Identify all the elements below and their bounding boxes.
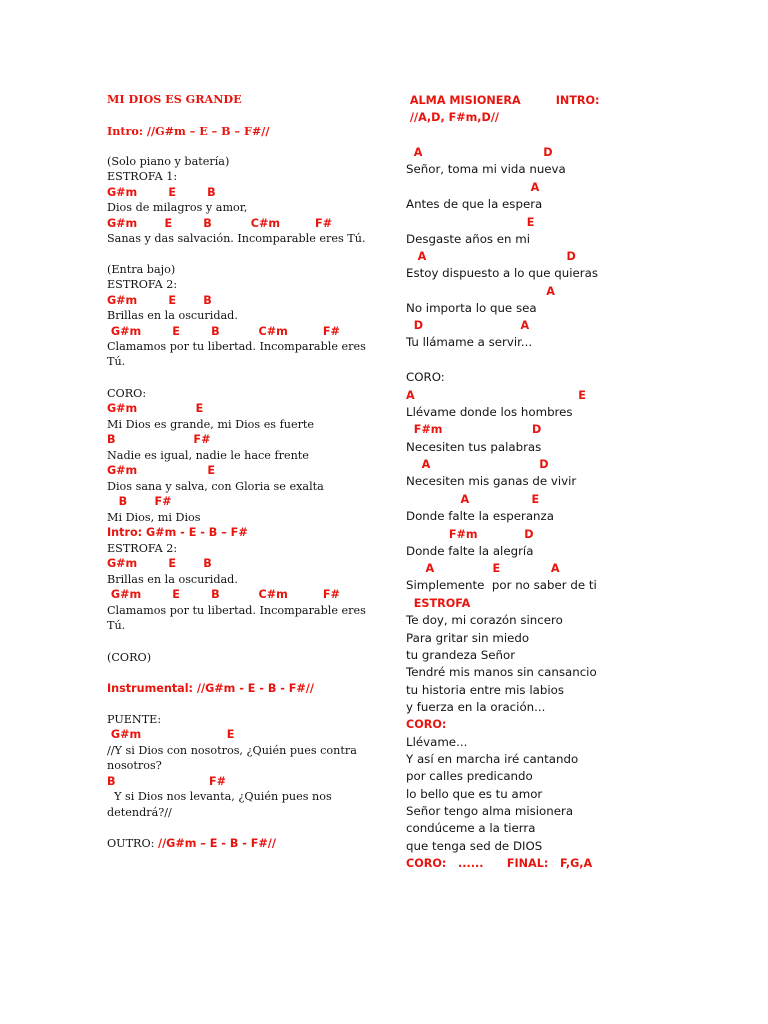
instrumental-chords: Instrumental: //G#m - E - B - F#// <box>107 682 314 695</box>
lyric-line: Donde falte la alegría <box>406 544 534 558</box>
lyric-line: Señor tengo alma misionera <box>406 804 574 818</box>
lyric-line: Clamamos por tu libertad. Incomparable eres <box>107 340 366 353</box>
song-title: ALMA MISIONERA INTRO: <box>406 94 600 107</box>
lyric-line: Y así en marcha iré cantando <box>406 752 579 766</box>
outro-line <box>107 836 276 851</box>
lyric-line: Mi Dios, mi Dios <box>107 511 201 524</box>
section-label: CORO: <box>107 387 147 400</box>
lyric-line: por calles predicando <box>406 769 533 783</box>
lyric-line: Brillas en la oscuridad. <box>107 309 238 322</box>
section-label: CORO: <box>406 370 445 384</box>
section-label: ESTROFA 1: <box>107 170 178 183</box>
chord-line: F#m D <box>406 528 534 541</box>
chord-line: B F# <box>107 775 227 788</box>
lyric-line: Donde falte la esperanza <box>406 509 554 523</box>
intro-chords: Intro: //G#m – E – B – F#// <box>107 124 270 138</box>
outro-chords: //G#m – E - B - F#// <box>157 837 276 850</box>
lyric-line: Tu llámame a servir... <box>406 335 533 349</box>
chord-line: B F# <box>107 495 172 508</box>
chord-line: G#m E B C#m F# <box>107 325 340 338</box>
chord-line: A E <box>406 493 540 506</box>
chord-line: G#m E B <box>107 557 212 570</box>
lyric-line: Mi Dios es grande, mi Dios es fuerte <box>107 418 315 431</box>
lyric-line: Tú. <box>107 619 126 632</box>
chord-line: B F# <box>107 433 211 446</box>
section-label: (CORO) <box>107 651 152 664</box>
section-label-coro: CORO: <box>406 718 447 731</box>
lyric-line: tu historia entre mis labios <box>406 683 564 697</box>
lyric-line: Dios de milagros y amor, <box>107 201 248 214</box>
lyric-line: Tendré mis manos sin cansancio <box>406 665 597 679</box>
lyric-line: Llévame donde los hombres <box>406 405 573 419</box>
chord-line: A <box>406 181 540 194</box>
chord-line: G#m E B C#m F# <box>107 217 333 230</box>
lyric-line: Antes de que la espera <box>406 197 543 211</box>
lyric-line: Nadie es igual, nadie le hace frente <box>107 449 309 462</box>
lyric-line: (Entra bajo) <box>107 263 176 276</box>
intro-chords: //A,D, F#m,D// <box>406 111 499 124</box>
lyric-line: Te doy, mi corazón sincero <box>406 613 563 627</box>
chord-line: A <box>406 285 555 298</box>
chord-line: G#m E B C#m F# <box>107 588 340 601</box>
lyric-line: Llévame... <box>406 735 468 749</box>
lyric-line: lo bello que es tu amor <box>406 787 543 801</box>
chord-line: G#m E <box>107 728 235 741</box>
lyric-line: Y si Dios nos levanta, ¿Quién pues nos <box>107 790 332 803</box>
chord-line: G#m E B <box>107 294 212 307</box>
lyric-line: tu grandeza Señor <box>406 648 516 662</box>
final-line: CORO: ...... FINAL: F,G,A <box>406 857 593 870</box>
lyric-line: Necesiten mis ganas de vivir <box>406 474 577 488</box>
lyric-line: Estoy dispuesto a lo que quieras <box>406 266 598 280</box>
chord-line: E <box>406 216 535 229</box>
section-label: ESTROFA 2: <box>107 542 178 555</box>
intro-chords: Intro: G#m - E - B – F# <box>107 526 248 539</box>
lyric-line: que tenga sed de DIOS <box>406 839 543 853</box>
chord-line: A E A <box>406 562 560 575</box>
chord-line: G#m E <box>107 464 215 477</box>
lyric-line: //Y si Dios con nosotros, ¿Quién pues contra <box>107 744 357 757</box>
lyric-line: Para gritar sin miedo <box>406 631 530 645</box>
lyric-line: Desgaste años en mi <box>406 232 531 246</box>
section-label: PUENTE: <box>107 713 162 726</box>
outro-label: OUTRO: <box>107 837 158 850</box>
chord-line: A E <box>406 389 586 402</box>
chord-line: G#m E B <box>107 186 216 199</box>
chord-line: F#m D <box>406 423 542 436</box>
lyric-line: Señor, toma mi vida nueva <box>406 162 566 176</box>
lyric-line: condúceme a la tierra <box>406 821 536 835</box>
lyric-line: (Solo piano y batería) <box>107 155 230 168</box>
chord-line: A D <box>406 250 576 263</box>
chord-line: D A <box>406 319 530 332</box>
chord-line: G#m E <box>107 402 204 415</box>
song-title: MI DIOS ES GRANDE <box>107 92 242 106</box>
lyric-line: y fuerza en la oración... <box>406 700 546 714</box>
lyric-line: Simplemente por no saber de ti <box>406 578 597 592</box>
section-label-estrofa: ESTROFA <box>406 597 471 610</box>
lyric-line: No importa lo que sea <box>406 301 537 315</box>
lyric-line: detendrá?// <box>107 806 172 819</box>
lyric-line: nosotros? <box>107 759 162 772</box>
section-label: ESTROFA 2: <box>107 278 178 291</box>
chord-line: A D <box>406 146 553 159</box>
chord-line: A D <box>406 458 549 471</box>
lyric-line: Clamamos por tu libertad. Incomparable eres <box>107 604 366 617</box>
lyric-line: Brillas en la oscuridad. <box>107 573 238 586</box>
lyric-line: Necesiten tus palabras <box>406 440 542 454</box>
lyric-line: Tú. <box>107 355 126 368</box>
lyric-line: Dios sana y salva, con Gloria se exalta <box>107 480 324 493</box>
lyric-line: Sanas y das salvación. Incomparable eres Tú. <box>107 232 366 245</box>
